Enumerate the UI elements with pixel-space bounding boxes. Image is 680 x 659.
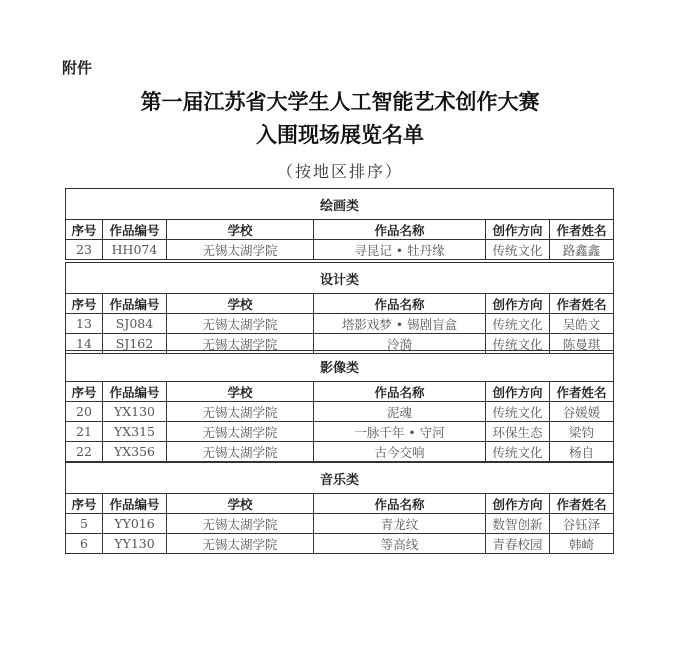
- column-header: 序号: [66, 494, 103, 514]
- table-cell: 无锡太湖学院: [167, 442, 314, 462]
- table-cell: SJ162: [103, 334, 167, 354]
- table-cell: 环保生态: [486, 422, 550, 442]
- table-row: [66, 514, 614, 534]
- document-title: 第一届江苏省大学生人工智能艺术创作大赛: [140, 89, 540, 114]
- table-cell: 传统文化: [486, 240, 550, 260]
- table-row: [66, 402, 614, 422]
- table-cell: 韩崎: [550, 534, 614, 554]
- column-header: 序号: [66, 220, 103, 240]
- table-cell: 无锡太湖学院: [167, 402, 314, 422]
- table-cell: 传统文化: [486, 402, 550, 422]
- category-heading: 音乐类: [66, 463, 614, 494]
- category-section: [65, 262, 613, 354]
- table-header-row: [66, 294, 614, 314]
- table-cell: 陈曼琪: [550, 334, 614, 354]
- table-row: [66, 534, 614, 554]
- table-row: [66, 240, 614, 260]
- table-cell: 无锡太湖学院: [167, 334, 314, 354]
- table-row: [66, 314, 614, 334]
- column-header: 作品名称: [314, 220, 486, 240]
- table-cell: 谷钰泽: [550, 514, 614, 534]
- column-header: 作品编号: [103, 220, 167, 240]
- table-cell: 无锡太湖学院: [167, 422, 314, 442]
- table-cell: 数智创新: [486, 514, 550, 534]
- column-header: 作者姓名: [550, 220, 614, 240]
- table-cell: 等高线: [314, 534, 486, 554]
- table-cell: 20: [66, 402, 103, 422]
- table-cell: 无锡太湖学院: [167, 240, 314, 260]
- table-cell: 传统文化: [486, 334, 550, 354]
- table-cell: SJ084: [103, 314, 167, 334]
- category-section: [65, 462, 613, 554]
- column-header: 作品名称: [314, 494, 486, 514]
- column-header: 学校: [167, 294, 314, 314]
- table-cell: 寻昆记 • 牡丹缘: [314, 240, 486, 260]
- category-heading: 设计类: [66, 263, 614, 294]
- table-cell: 5: [66, 514, 103, 534]
- category-heading: 绘画类: [66, 189, 614, 220]
- table-cell: 传统文化: [486, 314, 550, 334]
- table-cell: 泠漪: [314, 334, 486, 354]
- table-cell: 杨自: [550, 442, 614, 462]
- table-cell: 无锡太湖学院: [167, 534, 314, 554]
- category-section: [65, 350, 613, 462]
- column-header: 学校: [167, 220, 314, 240]
- table-cell: 梁钧: [550, 422, 614, 442]
- table-cell: HH074: [103, 240, 167, 260]
- table-cell: 古今交响: [314, 442, 486, 462]
- table-cell: YX130: [103, 402, 167, 422]
- table-cell: 泥魂: [314, 402, 486, 422]
- category-table: [65, 462, 614, 554]
- sort-note: （按地区排序）: [276, 162, 403, 181]
- table-cell: 传统文化: [486, 442, 550, 462]
- category-section: [65, 188, 613, 260]
- column-header: 学校: [167, 494, 314, 514]
- category-heading: 影像类: [66, 351, 614, 382]
- table-cell: YX356: [103, 442, 167, 462]
- table-cell: 一脉千年 • 守河: [314, 422, 486, 442]
- table-cell: 13: [66, 314, 103, 334]
- table-row: [66, 422, 614, 442]
- table-row: [66, 442, 614, 462]
- table-cell: 青春校园: [486, 534, 550, 554]
- table-cell: 无锡太湖学院: [167, 314, 314, 334]
- column-header: 创作方向: [486, 220, 550, 240]
- column-header: 创作方向: [486, 494, 550, 514]
- table-cell: 谷媛媛: [550, 402, 614, 422]
- column-header: 序号: [66, 294, 103, 314]
- column-header: 作品名称: [314, 382, 486, 402]
- table-cell: 塔影戏梦 • 锡剧盲盒: [314, 314, 486, 334]
- column-header: 作品编号: [103, 382, 167, 402]
- document-subtitle: 入围现场展览名单: [256, 122, 424, 147]
- column-header: 作品编号: [103, 494, 167, 514]
- table-cell: 无锡太湖学院: [167, 514, 314, 534]
- column-header: 作者姓名: [550, 494, 614, 514]
- category-table: [65, 350, 614, 462]
- attachment-label: 附件: [62, 59, 93, 77]
- column-header: 学校: [167, 382, 314, 402]
- table-cell: YY130: [103, 534, 167, 554]
- table-cell: YX315: [103, 422, 167, 442]
- table-cell: 6: [66, 534, 103, 554]
- column-header: 创作方向: [486, 382, 550, 402]
- table-cell: 路鑫鑫: [550, 240, 614, 260]
- column-header: 序号: [66, 382, 103, 402]
- table-cell: 14: [66, 334, 103, 354]
- table-cell: YY016: [103, 514, 167, 534]
- table-cell: 22: [66, 442, 103, 462]
- table-cell: 23: [66, 240, 103, 260]
- table-header-row: [66, 382, 614, 402]
- table-cell: 吴皓文: [550, 314, 614, 334]
- table-cell: 青龙纹: [314, 514, 486, 534]
- table-header-row: [66, 220, 614, 240]
- column-header: 作品编号: [103, 294, 167, 314]
- table-cell: 21: [66, 422, 103, 442]
- column-header: 作品名称: [314, 294, 486, 314]
- category-table: [65, 262, 614, 354]
- category-table: [65, 188, 614, 260]
- column-header: 作者姓名: [550, 382, 614, 402]
- column-header: 创作方向: [486, 294, 550, 314]
- column-header: 作者姓名: [550, 294, 614, 314]
- table-header-row: [66, 494, 614, 514]
